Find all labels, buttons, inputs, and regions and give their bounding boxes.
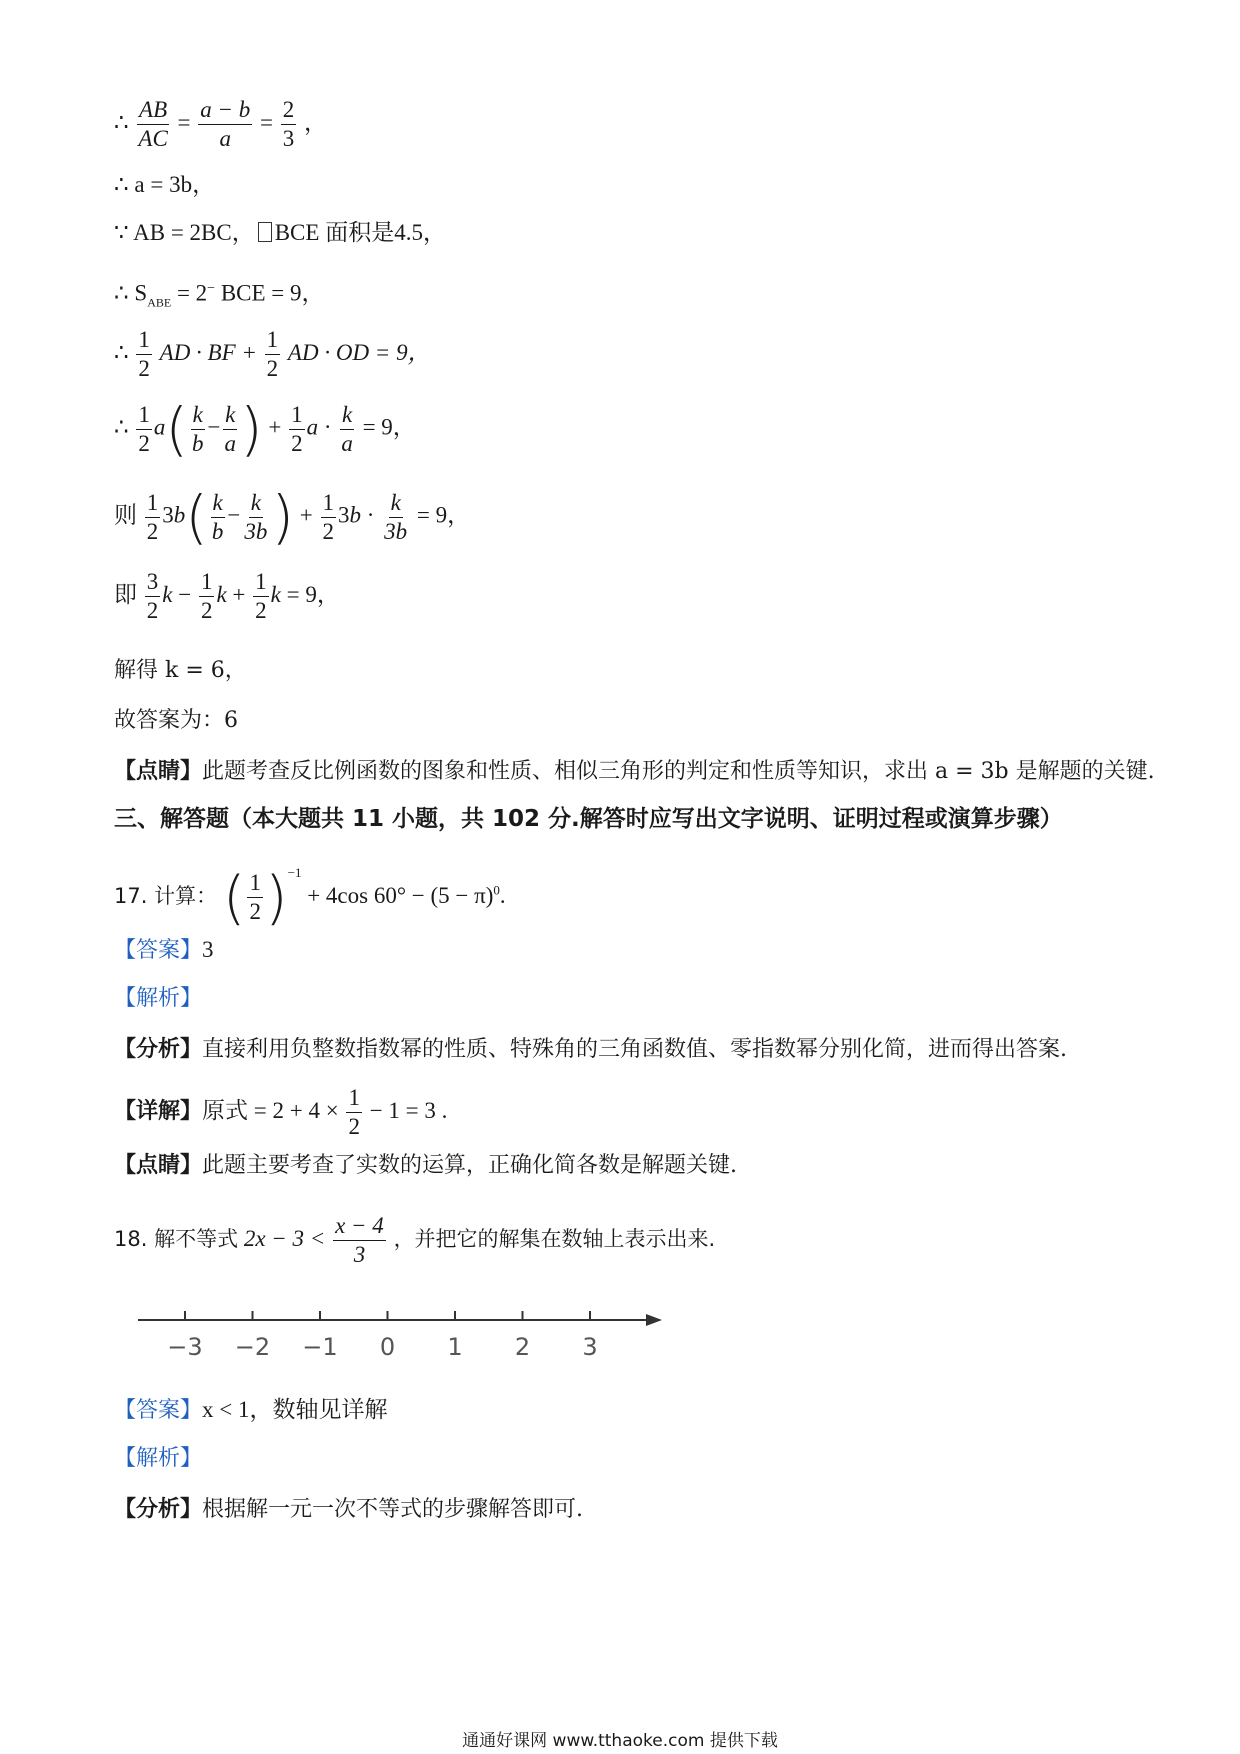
- axis-tick-label: −1: [302, 1333, 338, 1361]
- frac-den-ac: AC: [138, 126, 168, 151]
- solve-k-line: 解得 k = 6，: [114, 658, 247, 683]
- q17-analysis-tag: 【解析】: [114, 986, 203, 1011]
- q18-analysis-tag: 【解析】: [114, 1446, 203, 1471]
- eq-two: = 2: [171, 280, 208, 306]
- frac-den-a: a: [219, 126, 232, 151]
- q17-answer: [114, 935, 214, 966]
- axis-tick-label: −3: [167, 1333, 203, 1361]
- page-footer: 通通好课网 www.tthaoke.com 提供下载: [462, 1731, 778, 1751]
- xiangjie-post: − 1 = 3 .: [369, 1097, 448, 1123]
- equals-sign: =: [177, 109, 191, 135]
- dianjing-tag: 【点睛】: [114, 1152, 203, 1178]
- bce-area-text: BCE 面积是4.5，: [274, 220, 446, 245]
- number-line: [130, 1300, 670, 1380]
- bce-equals-9: BCE = 9，: [215, 280, 325, 306]
- dianjing-tag: 【点睛】: [114, 758, 203, 784]
- ad-od-text: AD · OD = 9，: [287, 339, 431, 365]
- missing-glyph-box: [258, 222, 272, 242]
- q17-expression: + 4cos 60° − (5 − π): [307, 883, 494, 908]
- answer-tag: 【答案】: [114, 938, 203, 963]
- simplified-k-line: 即 $\frac{3}{2}$ k − $\frac{1}{2}$ k + $\frac{1}{2}$ k = 9，: [114, 569, 340, 623]
- axis-tick-label: −2: [234, 1333, 271, 1361]
- q17-prompt: 17. 计算： ( $\frac{1}{2}$ )$^{-1}$ + 4cos $60^\circ - (5 - \pi)^0$.: [114, 863, 506, 932]
- q17-fenxi: [114, 1034, 1067, 1065]
- ji-label: 即: [114, 581, 137, 607]
- k-substitution-line: ∴ $\frac{1}{2}$ a( $\frac{k}{b}$ − $\frac{k}{a}$ ) + $\frac{1}{2}$ a · $\frac{k}{a}$ = 9，: [114, 395, 416, 463]
- ab-2bc-text: ∵ AB = 2BC，: [114, 220, 255, 245]
- area-abe-line: ∴ $S_{ABE} = 2^-$ BCE = 9，: [114, 280, 325, 310]
- axis-ticks: [167, 1311, 597, 1361]
- dianjing-text: 此题主要考查了实数的运算，正确化简各数是解题关键.: [202, 1153, 738, 1178]
- dianjing-text: 此题考查反比例函数的图象和性质、相似三角形的判定和性质等知识，求出 a = 3b 是解题的关键.: [202, 759, 1155, 784]
- period: .: [499, 883, 506, 908]
- frac-num-ab: AB: [137, 96, 169, 125]
- axis-tick-label: 3: [582, 1333, 598, 1361]
- 3b-substitution-line: 则 $\frac{1}{2}$ 3b( $\frac{k}{b}$ − $\frac{k}{3b}$ ) + $\frac{1}{2}$ 3b · $\frac{k}{3b}$ = 9，: [114, 483, 471, 551]
- answer-value: x < 1，数轴见详解: [202, 1397, 388, 1422]
- axis-tick-label: 1: [447, 1333, 463, 1361]
- exp-zero: 0: [493, 882, 500, 898]
- dianjing-16-line: [114, 756, 1155, 787]
- ab-2bc-line: [114, 218, 446, 248]
- q18-frac-num: x − 4: [333, 1212, 386, 1241]
- equals-9: = 9，: [286, 581, 340, 607]
- q18-answer: [114, 1395, 388, 1426]
- equals-sign: =: [260, 109, 274, 135]
- ad-bf-text: AD · BF +: [159, 339, 257, 365]
- ad-bf-line: ∴ $\frac{1}{2}$ AD · BF + $\frac{1}{2}$ AD · OD = 9，: [114, 327, 431, 381]
- frac-den-3: 3: [282, 126, 295, 151]
- s-symbol: ∴ S: [114, 280, 148, 306]
- axis-arrow: [646, 1314, 662, 1326]
- comma: ，: [304, 109, 328, 135]
- ratio-equation: ∴ $\frac{AB}{AC}$ = $\frac{a - b}{a}$ = $\frac{2}{3}$ ，: [114, 97, 328, 151]
- fenxi-tag: 【分析】: [114, 1496, 203, 1522]
- q17-number: 17. 计算：: [114, 884, 218, 908]
- section-heading: 三、解答题（本大题共 11 小题，共 102 分.解答时应写出文字说明、证明过程或演算步骤）: [114, 806, 1063, 832]
- frac-num-a-minus-b: a − b: [198, 96, 252, 125]
- q17-xiangjie: 【详解】原式 = 2 + 4 × $\frac{1}{2}$ − 1 = 3 .: [114, 1085, 448, 1139]
- axis-tick-label: 2: [514, 1333, 531, 1361]
- q18-fenxi: [114, 1494, 583, 1525]
- subscript-abe: ABE: [147, 295, 172, 310]
- fenxi-tag: 【分析】: [114, 1036, 203, 1062]
- exp-neg1: −1: [287, 865, 302, 880]
- axis-tick-label: 0: [379, 1333, 396, 1361]
- q18-tail: ，并把它的解集在数轴上表示出来.: [393, 1226, 716, 1251]
- answer-value: 3: [202, 937, 214, 962]
- xiangjie-tag: 【详解】: [114, 1097, 203, 1124]
- ze-label: 则: [114, 502, 137, 528]
- a-equals-3b-line: ∴ a = 3b，: [114, 172, 216, 197]
- q18-prompt: [114, 1212, 715, 1269]
- equals-9: = 9，: [362, 414, 416, 440]
- frac-num-2: 2: [281, 96, 297, 125]
- answer-tag: 【答案】: [114, 1398, 203, 1423]
- equals-9: = 9，: [416, 502, 471, 528]
- q18-frac-den: 3: [353, 1242, 366, 1267]
- q17-dianjing: [114, 1150, 737, 1181]
- xiangjie-pre: 原式 = 2 + 4 ×: [202, 1097, 339, 1123]
- q18-lhs: 2x − 3 <: [243, 1225, 326, 1251]
- answer-6-line: 故答案为：6: [114, 708, 238, 733]
- fenxi-text: 根据解一元一次不等式的步骤解答即可.: [202, 1497, 584, 1522]
- fenxi-text: 直接利用负整数指数幂的性质、特殊角的三角函数值、零指数幂分别化简，进而得出答案.: [202, 1037, 1068, 1062]
- q18-number: 18. 解不等式: [114, 1226, 239, 1251]
